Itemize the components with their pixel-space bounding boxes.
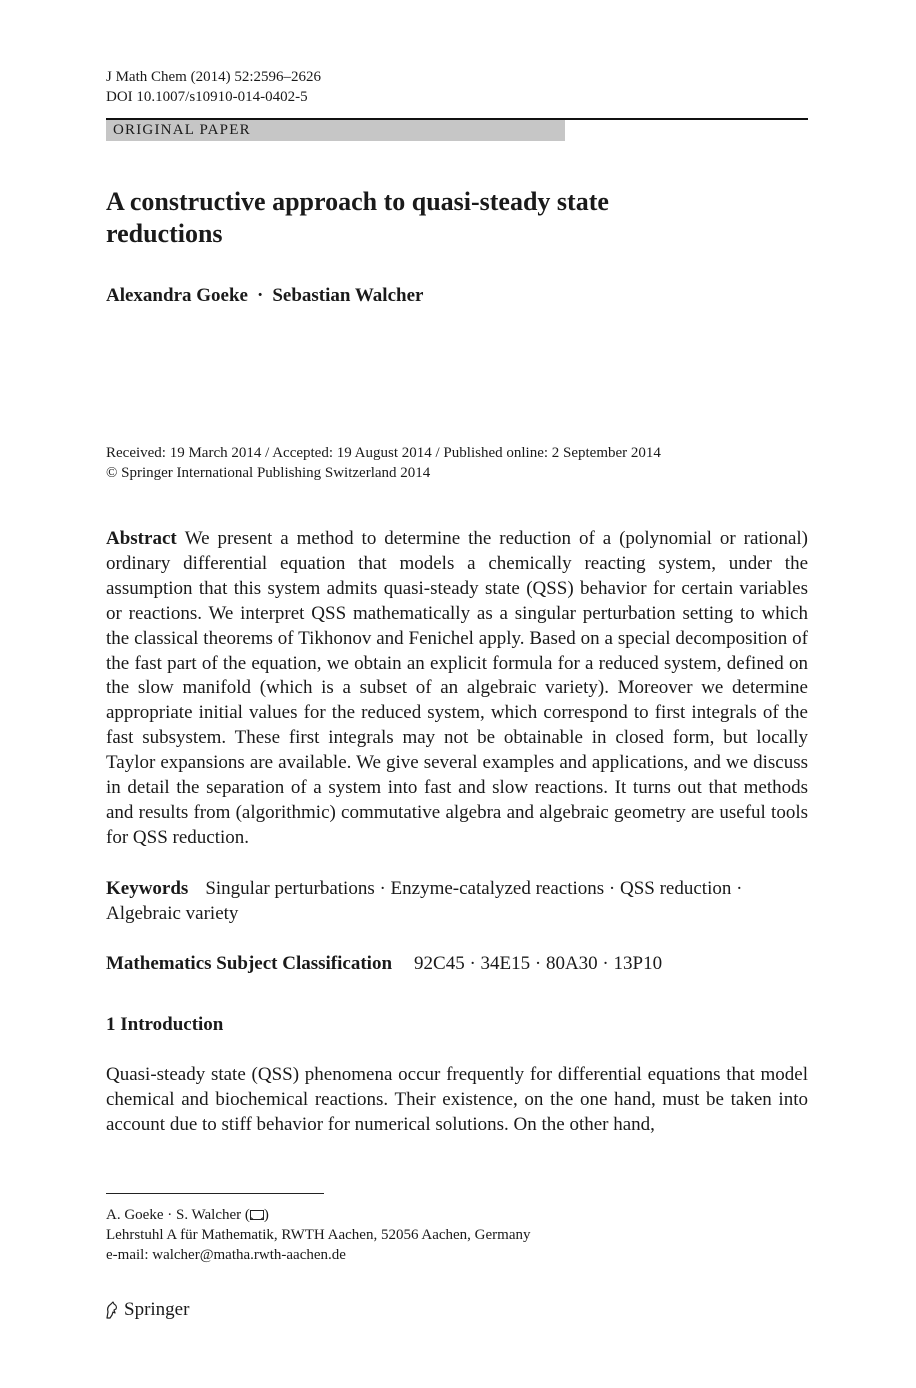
msc-label: Mathematics Subject Classification <box>106 953 393 974</box>
abstract-text: We present a method to determine the reduction of a (polynomial or rational) ordinary differential equation that models a chemically reacting system, under the assumption that this system admits quasi-steady state (QSS) behavior for certain variables or reactions. We interpret QSS mathematically as a singular perturbation setting to which the classical theorems of Tikhonov and Fenichel apply. Based on a special decomposition of the fast part of the equation, we obtain an explicit formula for a reduced system, defined on the slow manifold (which is a subset of an algebraic variety). Moreover we determine appropriate initial values for the reduced system, which correspond to first integrals of the fast subsystem. These first integrals may not be obtainable in closed form, but locally Taylor expansions are available. We give several examples and applications, and we discuss in detail the separation of a system into fast and slow reactions. It turns out that methods and results from (algorithmic) commutative algebra and algebraic geometry are useful tools for QSS reduction. <box>106 528 808 848</box>
keywords-text: Singular perturbations · Enzyme-catalyzed reactions · QSS reduction · Algebraic variety <box>106 878 743 924</box>
envelope-icon <box>250 1210 264 1220</box>
introduction-text: Quasi-steady state (QSS) phenomena occur frequently for differential equations that model chemical and biochemical reactions. Their existence, on the one hand, must be taken into account due to stiff behavior for numerical solutions. On the other hand, <box>106 1064 808 1135</box>
footnote-email: e-mail: walcher@matha.rwth-aachen.de <box>106 1247 346 1263</box>
author-1: Alexandra Goeke <box>106 285 248 306</box>
section-heading: 1 Introduction <box>106 1014 224 1035</box>
springer-horse-icon <box>104 1300 120 1320</box>
paper-type-banner: ORIGINAL PAPER <box>106 120 565 141</box>
journal-citation: J Math Chem (2014) 52:2596–2626 <box>106 69 321 85</box>
doi: DOI 10.1007/s10910-014-0402-5 <box>106 89 308 105</box>
author-separator: · <box>256 285 264 306</box>
title-line-1: A constructive approach to quasi-steady state <box>106 187 609 216</box>
msc-codes: 92C45 · 34E15 · 80A30 · 13P10 <box>414 953 663 974</box>
footnote-author-names: A. Goeke · S. Walcher <box>106 1207 242 1223</box>
keywords <box>106 876 808 926</box>
paper-title <box>106 186 726 250</box>
author-list <box>106 284 423 308</box>
footnote-affiliation: Lehrstuhl A für Mathematik, RWTH Aachen, 52056 Aachen, Germany <box>106 1227 531 1243</box>
abstract <box>106 527 808 851</box>
title-line-2: reductions <box>106 219 223 248</box>
abstract-label: Abstract <box>106 528 177 549</box>
copyright-notice: © Springer International Publishing Switzerland 2014 <box>106 465 431 481</box>
footnote-rule <box>106 1193 324 1194</box>
publisher-name: Springer <box>124 1299 190 1320</box>
author-2: Sebastian Walcher <box>272 285 424 306</box>
footnote-authors: A. Goeke · S. Walcher ( ) <box>106 1207 269 1223</box>
subject-classification <box>106 951 662 976</box>
publisher-mark <box>104 1298 189 1322</box>
publication-dates: Received: 19 March 2014 / Accepted: 19 August 2014 / Published online: 2 September 2014 <box>106 445 661 461</box>
keywords-label: Keywords <box>106 878 189 899</box>
